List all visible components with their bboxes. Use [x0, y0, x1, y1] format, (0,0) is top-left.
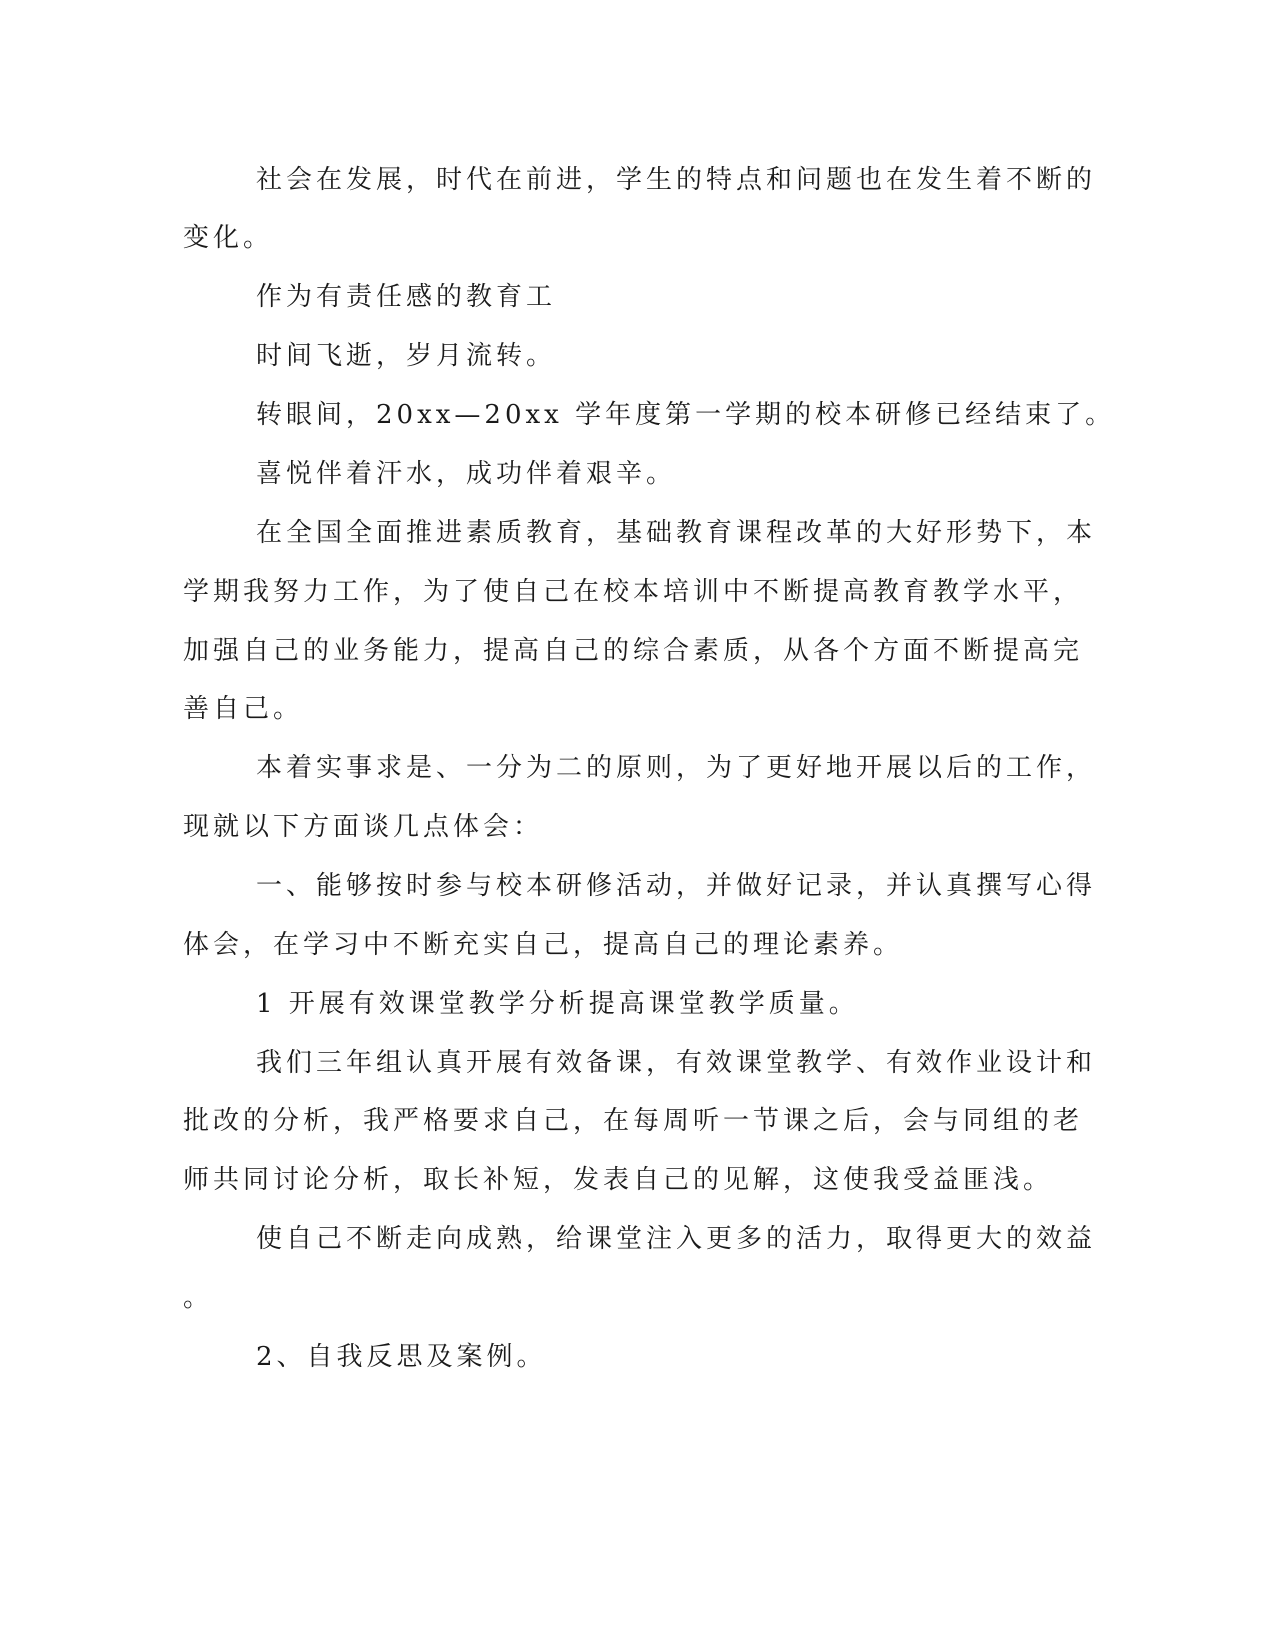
- text-line: 本着实事求是、一分为二的原则，为了更好地开展以后的工作，: [256, 753, 1097, 783]
- text-line: 善自己。: [183, 694, 304, 724]
- text-line: 。: [183, 1283, 214, 1313]
- text-line: 变化。: [183, 223, 274, 253]
- text-line: 作为有责任感的教育工: [256, 282, 557, 312]
- text-line: 师共同讨论分析，取长补短，发表自己的见解，这使我受益匪浅。: [183, 1165, 1054, 1195]
- text-line: 社会在发展，时代在前进，学生的特点和问题也在发生着不断的: [256, 165, 1097, 195]
- text-line: 喜悦伴着汗水，成功伴着艰辛。: [256, 459, 677, 489]
- text-line: 转眼间，20xx—20xx 学年度第一学期的校本研修已经结束了。: [256, 400, 1116, 430]
- text-line: 我们三年组认真开展有效备课，有效课堂教学、有效作业设计和: [256, 1048, 1097, 1078]
- text-line: 批改的分析，我严格要求自己，在每周听一节课之后，会与同组的老: [183, 1106, 1084, 1136]
- text-line: 2、自我反思及案例。: [256, 1342, 547, 1372]
- text-line: 现就以下方面谈几点体会：: [183, 812, 544, 842]
- text-line: 学期我努力工作，为了使自己在校本培训中不断提高教育教学水平，: [183, 577, 1084, 607]
- text-line: 时间飞逝，岁月流转。: [256, 341, 557, 371]
- text-line: 一、能够按时参与校本研修活动，并做好记录，并认真撰写心得: [256, 871, 1097, 901]
- text-line: 使自己不断走向成熟，给课堂注入更多的活力，取得更大的效益: [256, 1224, 1097, 1254]
- text-line: 加强自己的业务能力，提高自己的综合素质，从各个方面不断提高完: [183, 636, 1084, 666]
- text-line: 体会，在学习中不断充实自己，提高自己的理论素养。: [183, 930, 904, 960]
- text-line: 在全国全面推进素质教育，基础教育课程改革的大好形势下，本: [256, 518, 1097, 548]
- text-line: 1 开展有效课堂教学分析提高课堂教学质量。: [256, 989, 859, 1019]
